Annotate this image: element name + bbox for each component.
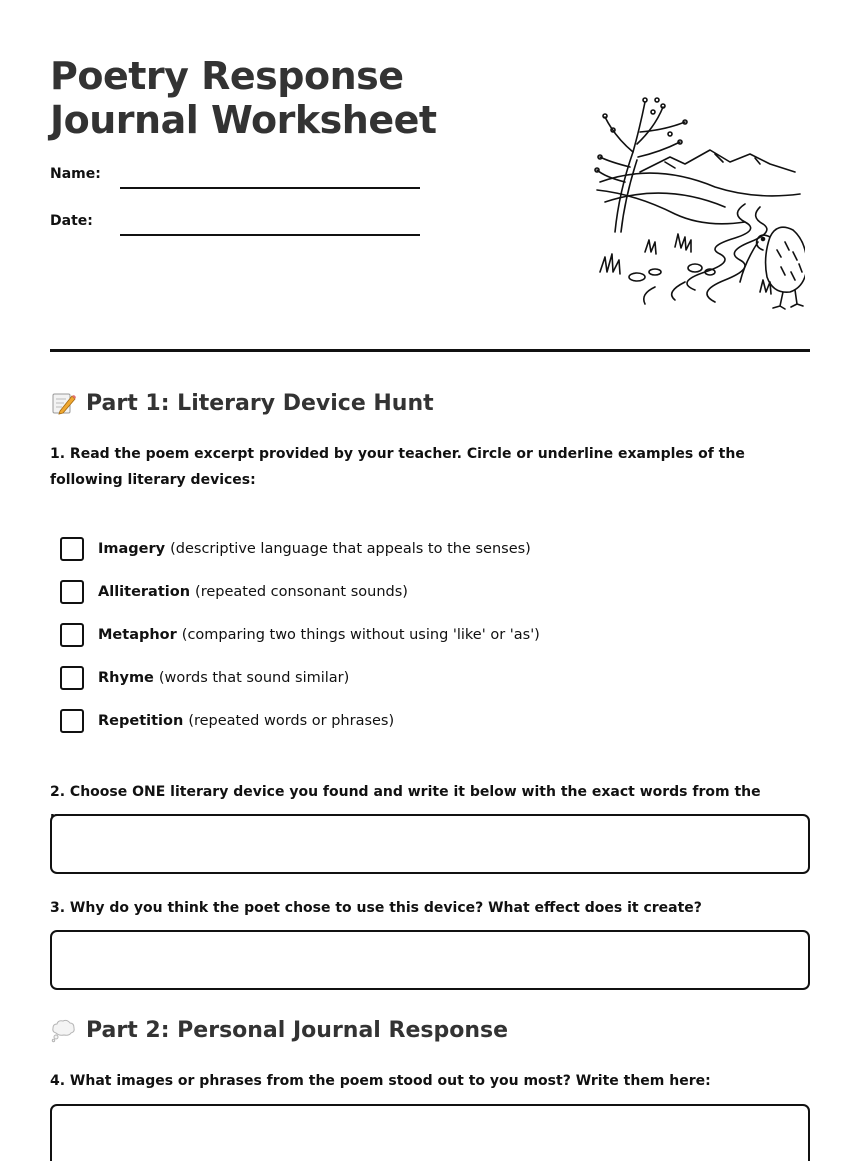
date-field-line[interactable] [120, 234, 420, 236]
device-name: Rhyme [98, 670, 154, 686]
part1-title: Part 1: Literary Device Hunt [86, 390, 434, 416]
header-divider [50, 349, 810, 352]
thought-bubble-icon [50, 1017, 76, 1043]
name-label: Name: [50, 166, 101, 182]
part2-title: Part 2: Personal Journal Response [86, 1017, 508, 1043]
title-line-1: Poetry Response [50, 54, 404, 98]
device-description: (descriptive language that appeals to the senses) [170, 541, 531, 557]
device-row-repetition [60, 709, 394, 733]
part1-heading [50, 390, 434, 416]
device-row-imagery [60, 537, 531, 561]
question-2: 2. Choose ONE literary device you found and write it below with the exact words from the [50, 784, 761, 800]
question-4: 4. What images or phrases from the poem stood out to you most? Write them here: [50, 1073, 711, 1089]
device-description: (words that sound similar) [158, 670, 350, 686]
device-row-metaphor [60, 623, 540, 647]
memo-pencil-icon [50, 390, 76, 416]
answer-box-3[interactable] [50, 930, 810, 990]
device-name: Imagery [98, 541, 166, 557]
worksheet-page [50, 0, 810, 1161]
worksheet-title [50, 54, 520, 142]
question-1: 1. Read the poem excerpt provided by your teacher. Circle or underline examples of the following literary devices: [50, 446, 745, 488]
landscape-kiwi-bird-illustration [545, 82, 805, 317]
device-checkbox[interactable] [60, 580, 84, 604]
device-checkbox[interactable] [60, 709, 84, 733]
part2-heading [50, 1017, 508, 1043]
device-name: Repetition [98, 713, 184, 729]
date-label: Date: [50, 213, 93, 229]
name-field-line[interactable] [120, 187, 420, 189]
question-3: 3. Why do you think the poet chose to use this device? What effect does it create? [50, 900, 702, 916]
device-row-rhyme [60, 666, 349, 690]
answer-box-2[interactable] [50, 814, 810, 874]
device-description: (repeated consonant sounds) [195, 584, 408, 600]
device-checkbox[interactable] [60, 537, 84, 561]
device-row-alliteration [60, 580, 408, 604]
device-description: (comparing two things without using 'like' or 'as') [181, 627, 540, 643]
device-name: Metaphor [98, 627, 177, 643]
device-checkbox[interactable] [60, 666, 84, 690]
answer-box-4[interactable] [50, 1104, 810, 1161]
device-name: Alliteration [98, 584, 191, 600]
title-line-2: Journal Worksheet [50, 98, 437, 142]
device-description: (repeated words or phrases) [188, 713, 395, 729]
device-checkbox[interactable] [60, 623, 84, 647]
